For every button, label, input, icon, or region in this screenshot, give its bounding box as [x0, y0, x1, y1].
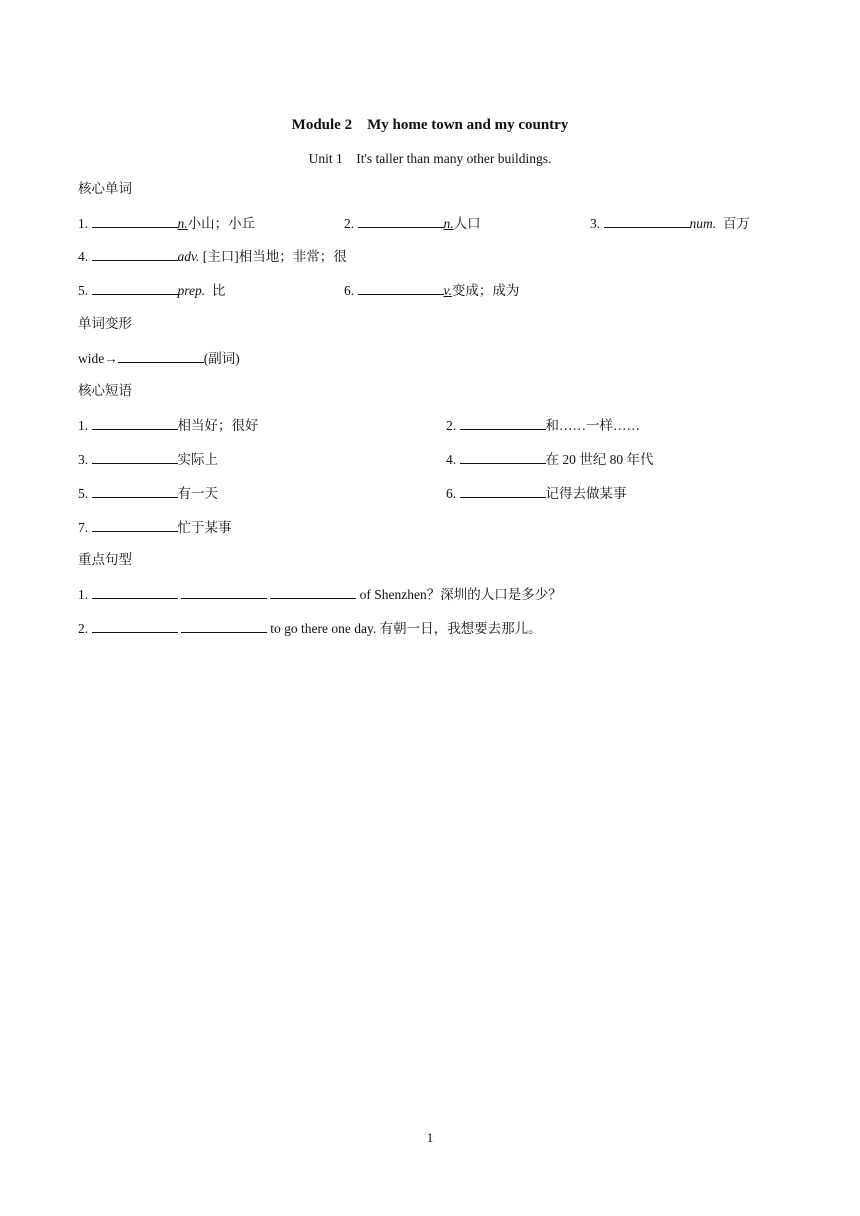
answer-blank[interactable] — [92, 619, 178, 633]
answer-blank[interactable] — [460, 484, 546, 498]
vocab-item-2: 2. n.人口 — [344, 216, 481, 231]
answer-blank[interactable] — [181, 619, 267, 633]
answer-blank[interactable] — [460, 450, 546, 464]
section-heading-phrases: 核心短语 — [78, 383, 132, 398]
answer-blank[interactable] — [181, 585, 267, 599]
answer-blank[interactable] — [358, 214, 444, 228]
answer-blank[interactable] — [118, 349, 204, 363]
section-heading-wordform: 单词变形 — [78, 316, 132, 331]
answer-blank[interactable] — [92, 450, 178, 464]
phrase-item-3: 3. 实际上 — [78, 452, 218, 467]
sentence-item-2: 2. to go there one day. 有朝一日，我想要去那儿。 — [78, 621, 542, 636]
phrase-item-6: 6. 记得去做某事 — [446, 486, 627, 501]
vocab-item-1: 1. n.小山；小丘 — [78, 216, 256, 231]
answer-blank[interactable] — [92, 484, 178, 498]
section-heading-vocab: 核心单词 — [78, 181, 132, 196]
answer-blank[interactable] — [604, 214, 690, 228]
answer-blank[interactable] — [92, 281, 178, 295]
page-title: Module 2 My home town and my country — [291, 117, 569, 133]
sentence-item-1: 1. of Shenzhen？深圳的人口是多少？ — [78, 587, 562, 602]
phrase-item-4: 4. 在 20 世纪 80 年代 — [446, 452, 654, 467]
answer-blank[interactable] — [92, 585, 178, 599]
answer-blank[interactable] — [460, 416, 546, 430]
phrase-item-2: 2. 和……一样…… — [446, 418, 640, 433]
page-number: 1 — [426, 1130, 434, 1145]
answer-blank[interactable] — [92, 247, 178, 261]
vocab-item-6: 6. v.变成；成为 — [344, 283, 520, 298]
section-heading-sentences: 重点句型 — [78, 552, 132, 567]
vocab-item-5: 5. prep. 比 — [78, 283, 226, 298]
unit-subtitle: Unit 1 It's taller than many other buildings. — [308, 151, 552, 166]
phrase-item-1: 1. 相当好；很好 — [78, 418, 259, 433]
phrase-item-7: 7. 忙于某事 — [78, 520, 232, 535]
vocab-item-4: 4. adv. [主口]相当地；非常；很 — [78, 249, 347, 264]
answer-blank[interactable] — [92, 416, 178, 430]
vocab-item-3: 3. num. 百万 — [590, 216, 750, 231]
wordform-item: wide→ (副词) — [78, 351, 240, 366]
answer-blank[interactable] — [92, 214, 178, 228]
answer-blank[interactable] — [92, 518, 178, 532]
answer-blank[interactable] — [270, 585, 356, 599]
phrase-item-5: 5. 有一天 — [78, 486, 218, 501]
answer-blank[interactable] — [358, 281, 444, 295]
